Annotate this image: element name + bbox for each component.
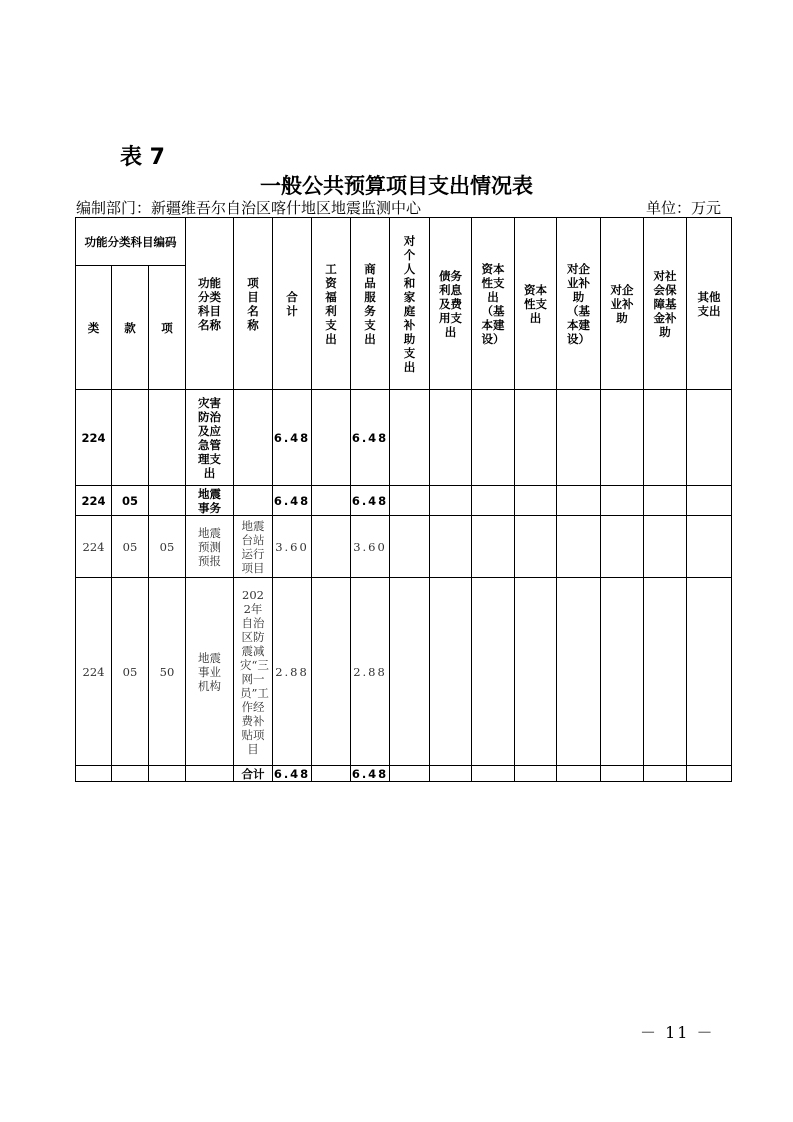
header-goods: 商品服务支出	[351, 218, 390, 390]
header-lei: 类	[76, 266, 112, 390]
page-title: 一般公共预算项目支出情况表	[260, 174, 533, 198]
cell-goods: 3.60	[351, 516, 390, 578]
cell-wages	[312, 390, 351, 486]
header-wages: 工资福利支出	[312, 218, 351, 390]
cell-total: 3.60	[273, 516, 312, 578]
table-row	[76, 578, 732, 766]
table-row	[76, 390, 732, 486]
cell-xiang	[149, 486, 186, 516]
header-func-code: 功能分类科目编码	[76, 218, 186, 266]
budget-table	[75, 217, 732, 782]
table-label: 表 7	[120, 145, 165, 170]
cell-kuan: 05	[112, 516, 149, 578]
header-enterprise-basic: 对企业补助（基本建设）	[557, 218, 601, 390]
cell-project-name	[234, 486, 273, 516]
cell-func-name: 地震事业机构	[186, 578, 234, 766]
cell-func-name: 灾害防治及应急管理支出	[186, 390, 234, 486]
unit-label: 单位：万元	[646, 199, 722, 217]
cell-project-name	[234, 390, 273, 486]
header-debt: 债务利息及费用支出	[430, 218, 472, 390]
header-social: 对社会保障基金补助	[644, 218, 687, 390]
cell-wages	[312, 578, 351, 766]
header-capital-basic: 资本性支出（基本建设）	[472, 218, 515, 390]
cell-total: 6.48	[273, 390, 312, 486]
cell-kuan: 05	[112, 486, 149, 516]
header-enterprise: 对企业补助	[601, 218, 644, 390]
cell-goods: 6.48	[351, 486, 390, 516]
page-number: － 11 －	[640, 1023, 715, 1042]
table-row	[76, 516, 732, 578]
cell-goods: 2.88	[351, 578, 390, 766]
header-total: 合计	[273, 218, 312, 390]
cell-wages	[312, 516, 351, 578]
department-label: 编制部门：新疆维吾尔自治区喀什地区地震监测中心	[76, 199, 422, 217]
header-kuan: 款	[112, 266, 149, 390]
total-value: 6.48	[273, 766, 311, 781]
header-other: 其他支出	[687, 218, 732, 390]
header-xiang: 项	[149, 266, 186, 390]
cell-project-name: 地震台站运行项目	[234, 516, 273, 578]
cell-lei: 224	[76, 486, 112, 516]
header-capital: 资本性支出	[515, 218, 557, 390]
total-label: 合计	[234, 766, 273, 782]
cell-lei: 224	[76, 390, 112, 486]
header-func-name: 功能分类科目名称	[186, 218, 234, 390]
cell-lei: 224	[76, 516, 112, 578]
cell-xiang: 05	[149, 516, 186, 578]
cell-wages	[312, 486, 351, 516]
header-project-name: 项目名称	[234, 218, 273, 390]
cell-kuan	[112, 390, 149, 486]
cell-xiang	[149, 390, 186, 486]
cell-project-name: 2022年自治区防震减灾“三网一员”工作经费补贴项目	[234, 578, 273, 766]
header-row-1	[76, 218, 732, 266]
cell-lei: 224	[76, 578, 112, 766]
cell-func-name: 地震预测预报	[186, 516, 234, 578]
total-row	[76, 766, 732, 782]
cell-total: 2.88	[273, 578, 312, 766]
cell-xiang: 50	[149, 578, 186, 766]
header-individual: 对个人和家庭补助支出	[390, 218, 430, 390]
cell-func-name: 地震事务	[186, 486, 234, 516]
table-row	[76, 486, 732, 516]
cell-goods: 6.48	[351, 390, 390, 486]
cell-kuan: 05	[112, 578, 149, 766]
cell-total: 6.48	[273, 486, 312, 516]
total-goods: 6.48	[351, 766, 389, 781]
